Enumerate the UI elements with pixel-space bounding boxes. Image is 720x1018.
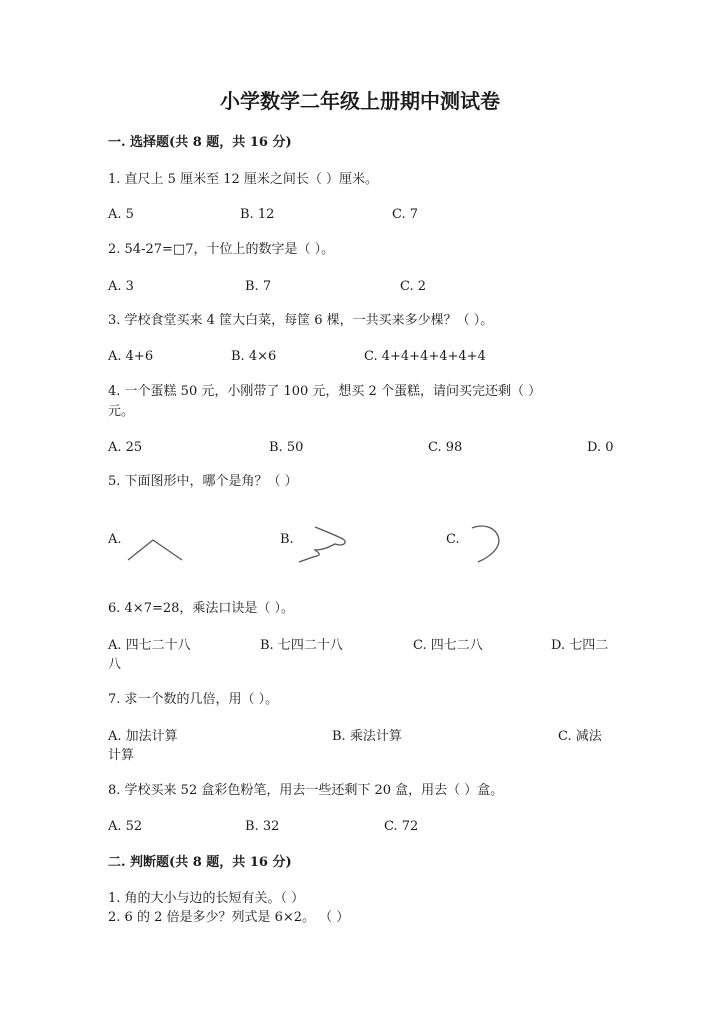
curve-shape-c — [468, 522, 508, 567]
q1-option-c[interactable]: C. 7 — [392, 207, 419, 222]
q6-option-b[interactable]: B. 七四二十八 — [260, 638, 343, 653]
q7-option-c[interactable]: C. 减法 — [558, 729, 602, 744]
q6-option-d-wrap: 八 — [108, 657, 122, 672]
question-1-stem: 1. 直尺上 5 厘米至 12 厘米之间长（ ）厘米。 — [108, 172, 379, 187]
q6-option-d[interactable]: D. 七四二 — [551, 638, 609, 653]
q4-option-d[interactable]: D. 0 — [587, 440, 614, 455]
q1-option-b[interactable]: B. 12 — [240, 207, 275, 222]
q5-option-a[interactable]: A. — [108, 532, 122, 547]
q2-option-a[interactable]: A. 3 — [108, 279, 134, 294]
section-1-heading: 一. 选择题(共 8 题，共 16 分) — [108, 135, 292, 150]
question-6-stem: 6. 4×7=28，乘法口诀是（ ）。 — [108, 601, 295, 616]
section-2-heading: 二. 判断题(共 8 题，共 16 分) — [108, 855, 292, 870]
judge-question-1: 1. 角的大小与边的长短有关。（ ） — [108, 891, 305, 906]
q1-option-a[interactable]: A. 5 — [108, 207, 134, 222]
q4-option-a[interactable]: A. 25 — [108, 440, 143, 455]
q2-option-b[interactable]: B. 7 — [245, 279, 272, 294]
question-7-stem: 7. 求一个数的几倍，用（ ）。 — [108, 692, 279, 707]
q5-option-b[interactable]: B. — [280, 532, 294, 547]
q2-option-c[interactable]: C. 2 — [400, 279, 427, 294]
q6-option-a[interactable]: A. 四七二十八 — [108, 638, 191, 653]
q8-option-b[interactable]: B. 32 — [245, 819, 280, 834]
q5-option-c[interactable]: C. — [446, 532, 460, 547]
angle-shape-a — [128, 538, 188, 568]
q3-option-a[interactable]: A. 4+6 — [108, 349, 154, 364]
q4-option-b[interactable]: B. 50 — [269, 440, 304, 455]
q7-option-b[interactable]: B. 乘法计算 — [332, 729, 402, 744]
question-4-stem: 4. 一个蛋糕 50 元，小刚带了 100 元，想买 2 个蛋糕，请问买完还剩（ ） — [108, 384, 542, 399]
question-8-stem: 8. 学校买来 52 盒彩色粉笔，用去一些还剩下 20 盒，用去（ ）盒。 — [108, 783, 504, 798]
q3-option-c[interactable]: C. 4+4+4+4+4+4 — [364, 349, 486, 364]
question-2-stem: 2. 54-27=□7，十位上的数字是（ ）。 — [108, 242, 335, 257]
question-4-stem-wrap: 元。 — [108, 404, 135, 419]
scribble-shape-b — [295, 523, 355, 568]
q8-option-c[interactable]: C. 72 — [384, 819, 419, 834]
page-title: 小学数学二年级上册期中测试卷 — [220, 89, 500, 113]
q4-option-c[interactable]: C. 98 — [428, 440, 463, 455]
question-3-stem: 3. 学校食堂买来 4 筐大白菜，每筐 6 棵，一共买来多少棵？（ ）。 — [108, 313, 494, 328]
q3-option-b[interactable]: B. 4×6 — [231, 349, 277, 364]
q8-option-a[interactable]: A. 52 — [108, 819, 143, 834]
question-5-stem: 5. 下面图形中，哪个是角？（ ） — [108, 474, 298, 489]
q7-option-c-wrap: 计算 — [108, 748, 135, 763]
judge-question-2: 2. 6 的 2 倍是多少？列式是 6×2。 （ ） — [108, 910, 350, 925]
q6-option-c[interactable]: C. 四七二八 — [413, 638, 483, 653]
q7-option-a[interactable]: A. 加法计算 — [108, 729, 178, 744]
